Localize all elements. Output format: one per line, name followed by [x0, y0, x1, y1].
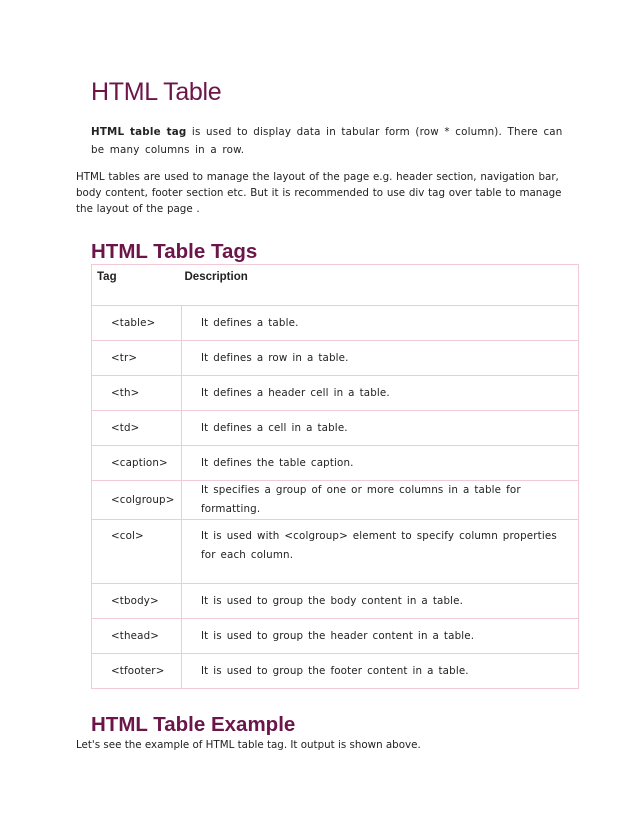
intro-paragraph: [91, 123, 576, 159]
table-row: [92, 341, 579, 376]
tag-cell: <tbody>: [92, 584, 182, 619]
tag-cell: <thead>: [92, 619, 182, 654]
example-paragraph: Let's see the example of HTML table tag. It output is shown above.: [76, 739, 421, 751]
header-tag: Tag: [92, 265, 182, 306]
tag-cell: <td>: [92, 411, 182, 446]
description-cell: It defines a cell in a table.: [182, 411, 579, 446]
table-row: [92, 376, 579, 411]
description-cell: It defines a row in a table.: [182, 341, 579, 376]
description-cell: It is used with <colgroup> element to specify column properties for each column.: [182, 520, 579, 584]
layout-paragraph: HTML tables are used to manage the layout of the page e.g. header section, navigation bar, body content, footer section etc. But it is recommended to use div tag over table to manage the layout of the page .: [76, 171, 562, 215]
description-cell: It is used to group the header content in a table.: [182, 619, 579, 654]
table-row: [92, 520, 579, 584]
tag-cell: <col>: [92, 520, 182, 584]
table-row: [92, 306, 579, 341]
description-cell: It specifies a group of one or more columns in a table for formatting.: [182, 481, 579, 520]
table-row: [92, 446, 579, 481]
tag-cell: <table>: [92, 306, 182, 341]
tag-cell: <caption>: [92, 446, 182, 481]
tags-table: [91, 264, 579, 689]
table-header-row: [92, 265, 579, 306]
page-title: HTML Table: [91, 78, 222, 106]
description-cell: It defines the table caption.: [182, 446, 579, 481]
intro-bold-term: HTML table tag: [91, 126, 187, 138]
table-row: [92, 481, 579, 520]
tag-cell: <colgroup>: [92, 481, 182, 520]
example-heading: HTML Table Example: [91, 713, 296, 736]
description-cell: It defines a table.: [182, 306, 579, 341]
intro-text: is used to display data in tabular form (row * column). There can be many columns in a row.: [91, 126, 563, 156]
description-cell: It is used to group the body content in a table.: [182, 584, 579, 619]
table-row: [92, 619, 579, 654]
description-cell: It is used to group the footer content in a table.: [182, 654, 579, 689]
tag-cell: <th>: [92, 376, 182, 411]
tag-cell: <tr>: [92, 341, 182, 376]
table-row: [92, 654, 579, 689]
tag-cell: <tfooter>: [92, 654, 182, 689]
header-description: Description: [182, 265, 579, 306]
description-cell: It defines a header cell in a table.: [182, 376, 579, 411]
table-row: [92, 584, 579, 619]
table-row: [92, 411, 579, 446]
tags-heading: HTML Table Tags: [91, 240, 258, 263]
